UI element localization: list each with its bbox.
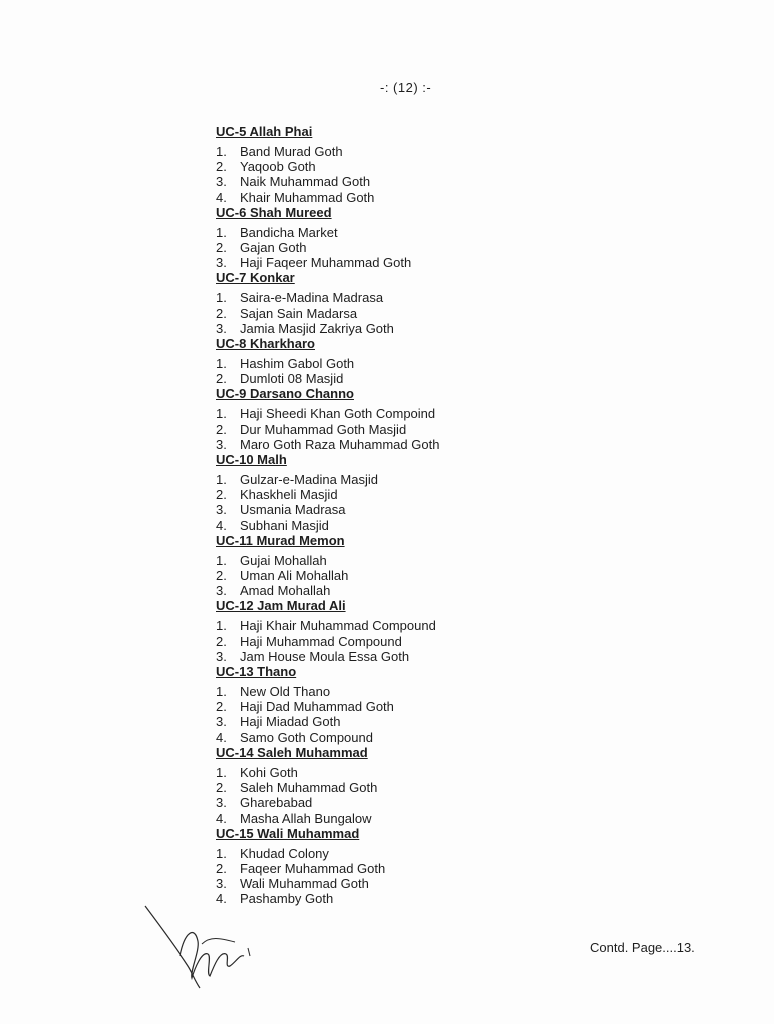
item-name: Kohi Goth [240,764,298,780]
place-list [216,846,546,907]
item-name: Jam House Moula Essa Goth [240,648,410,664]
item-name: Haji Muhammad Compound [240,633,402,649]
list-item [216,568,546,583]
item-number: 2. [216,240,227,256]
item-name: Usmania Madrasa [240,502,346,518]
item-number: 3. [216,714,227,730]
list-item [216,583,546,598]
item-number: 3. [216,255,227,271]
place-list [216,553,546,599]
list-item [216,730,546,745]
list-item [216,437,546,452]
list-item [216,422,546,437]
item-name: Uman Ali Mohallah [240,568,349,584]
list-item [216,714,546,729]
list-item [216,811,546,826]
uc-heading: UC-5 Allah Phai [216,124,313,139]
item-number: 3. [216,436,227,452]
list-item [216,765,546,780]
item-name: Haji Khair Muhammad Compound [240,618,436,634]
item-number: 3. [216,876,227,892]
list-item [216,174,546,189]
uc-section [216,386,546,452]
handwritten-signature-icon [140,896,260,996]
item-number: 2. [216,421,227,437]
list-item [216,876,546,891]
list-item [216,159,546,174]
item-number: 3. [216,795,227,811]
place-list [216,618,546,664]
uc-heading: UC-9 Darsano Channo [216,386,354,402]
uc-heading: UC-6 Shah Mureed [216,204,332,220]
item-number: 4. [216,189,227,205]
item-number: 3. [216,583,227,599]
item-number: 2. [216,568,227,584]
item-name: Amad Mohallah [240,583,331,599]
uc-heading: UC-15 Wali Muhammad [216,825,360,841]
place-list [216,684,546,745]
list-item [216,406,546,421]
item-name: Faqeer Muhammad Goth [240,860,386,876]
list-item [216,290,546,305]
item-name: Khudad Colony [240,845,329,861]
place-list [216,356,546,386]
item-name: Band Murad Goth [240,144,343,159]
item-name: Bandicha Market [240,224,338,240]
item-number: 3. [216,502,227,518]
place-list [216,225,546,271]
item-name: Haji Sheedi Khan Goth Compoind [240,406,436,422]
item-number: 3. [216,174,227,190]
list-item [216,190,546,205]
item-number: 1. [216,290,227,306]
uc-section [216,270,546,336]
list-item [216,306,546,321]
item-number: 2. [216,487,227,503]
list-item [216,518,546,533]
item-number: 3. [216,648,227,664]
item-number: 1. [216,224,227,240]
item-number: 2. [216,860,227,876]
item-name: Gajan Goth [240,240,307,256]
item-number: 1. [216,552,227,568]
item-number: 2. [216,780,227,796]
item-name: Saleh Muhammad Goth [240,780,378,796]
list-item [216,472,546,487]
item-number: 1. [216,406,227,422]
item-name: Samo Goth Compound [240,729,373,745]
uc-heading: UC-7 Konkar [216,270,295,286]
list-item [216,795,546,810]
item-name: Jamia Masjid Zakriya Goth [240,320,394,336]
item-name: Naik Muhammad Goth [240,174,371,190]
item-name: Haji Faqeer Muhammad Goth [240,255,412,271]
uc-section [216,452,546,533]
uc-heading: UC-14 Saleh Muhammad [216,744,368,760]
uc-section [216,124,546,205]
item-name: Khaskheli Masjid [240,487,338,503]
item-name: Pashamby Goth [240,891,334,907]
place-list [216,144,546,205]
uc-heading: UC-8 Kharkharo [216,336,315,352]
uc-section [216,205,546,271]
item-name: Subhani Masjid [240,517,329,533]
list-item [216,684,546,699]
item-name: Dumloti 08 Masjid [240,371,344,387]
place-list [216,406,546,452]
item-name: Haji Miadad Goth [240,714,341,730]
item-number: 1. [216,144,227,159]
list-item [216,553,546,568]
item-number: 1. [216,684,227,700]
item-name: Gharebabad [240,795,313,811]
item-name: Yaqoob Goth [240,159,316,175]
item-name: Wali Muhammad Goth [240,876,369,892]
item-number: 4. [216,517,227,533]
item-number: 2. [216,159,227,175]
item-number: 4. [216,891,227,907]
item-number: 4. [216,810,227,826]
item-name: Dur Muhammad Goth Masjid [240,421,407,437]
list-item [216,618,546,633]
list-item [216,780,546,795]
item-name: Hashim Gabol Goth [240,356,355,372]
list-item [216,891,546,906]
uc-heading: UC-13 Thano [216,664,297,680]
continued-note: Contd. Page....13. [590,940,695,955]
uc-heading: UC-12 Jam Murad Ali [216,598,346,614]
uc-heading: UC-11 Murad Memon [216,532,345,548]
item-name: Sajan Sain Madarsa [240,305,358,321]
uc-heading: UC-10 Malh [216,452,287,468]
item-number: 1. [216,356,227,372]
place-list [216,290,546,336]
item-number: 3. [216,320,227,336]
item-number: 1. [216,764,227,780]
place-list [216,472,546,533]
list-item [216,356,546,371]
place-list [216,765,546,826]
item-name: Saira-e-Madina Madrasa [240,290,384,306]
list-item [216,649,546,664]
item-name: Khair Muhammad Goth [240,189,375,205]
list-item [216,255,546,270]
item-number: 2. [216,371,227,387]
uc-section [216,533,546,599]
list-item [216,861,546,876]
list-item [216,846,546,861]
list-item [216,371,546,386]
item-name: Masha Allah Bungalow [240,810,372,826]
list-item [216,634,546,649]
list-item [216,699,546,714]
list-item [216,240,546,255]
item-name: Gulzar-e-Madina Masjid [240,472,378,488]
item-number: 2. [216,305,227,321]
item-number: 2. [216,699,227,715]
list-item [216,144,546,159]
list-item [216,502,546,517]
item-name: Gujai Mohallah [240,552,327,568]
item-number: 1. [216,845,227,861]
uc-section [216,336,546,386]
item-number: 2. [216,633,227,649]
uc-section [216,598,546,664]
page-number: -: (12) :- [380,80,432,95]
uc-sections [216,124,546,907]
list-item [216,487,546,502]
item-number: 4. [216,729,227,745]
list-item [216,225,546,240]
uc-section [216,745,546,826]
item-name: Haji Dad Muhammad Goth [240,699,394,715]
item-number: 1. [216,472,227,488]
uc-section [216,826,546,907]
item-number: 1. [216,618,227,634]
list-item [216,321,546,336]
item-name: Maro Goth Raza Muhammad Goth [240,436,440,452]
item-name: New Old Thano [240,684,331,700]
uc-section [216,664,546,745]
